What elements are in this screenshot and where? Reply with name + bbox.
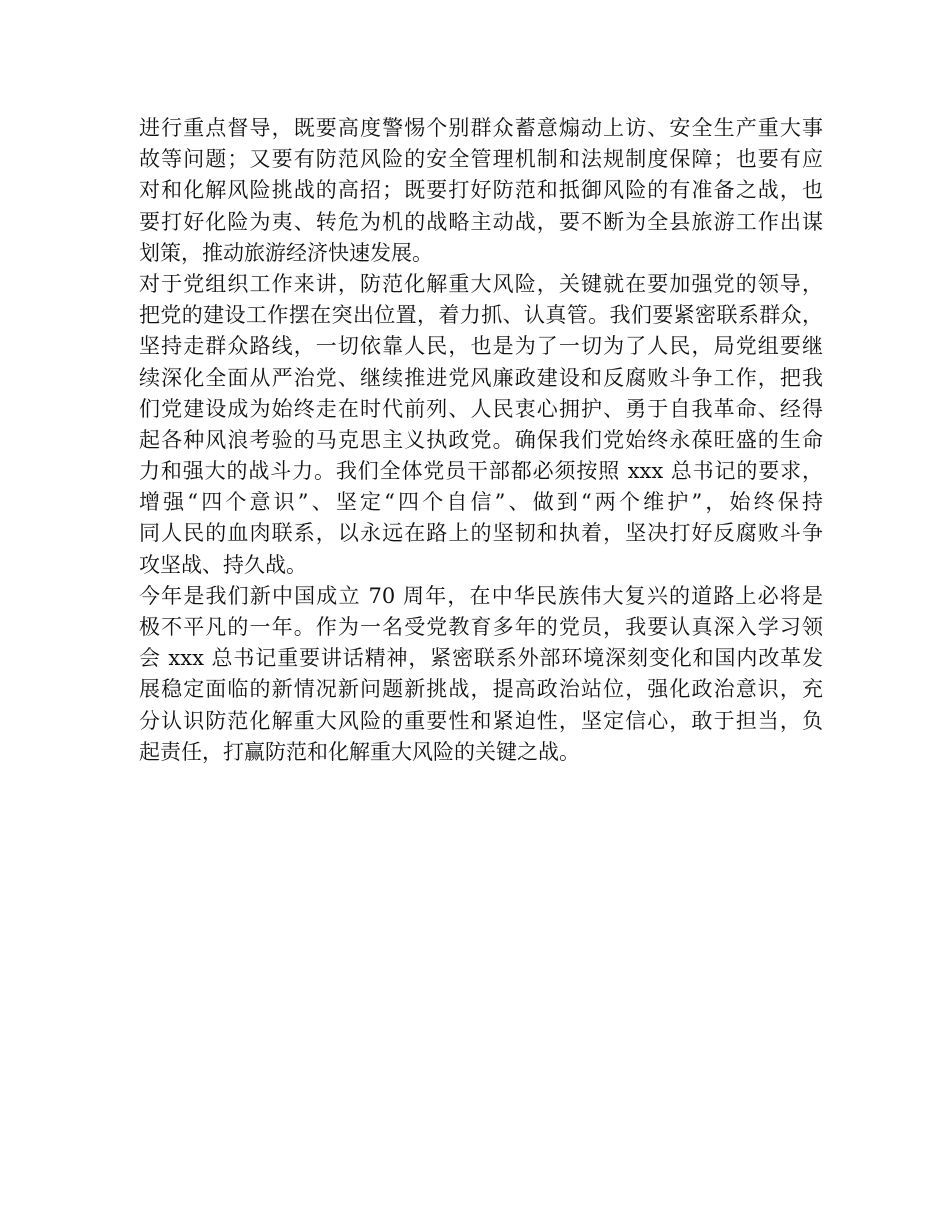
paragraph-1	[139, 113, 823, 269]
text-line: 起责任，打赢防范和化解重大风险的关键之战。	[139, 739, 580, 764]
text-line: 极不平凡的一年。作为一名受党教育多年的党员，我要认真深入学习领	[139, 615, 823, 639]
text-line: 今年是我们新中国成立 70 周年，在中华民族伟大复兴的道路上必将是	[139, 583, 823, 608]
text-line: 进行重点督导，既要高度警惕个别群众蓄意煽动上访、安全生产重大事	[139, 116, 823, 140]
text-line: 起各种风浪考验的马克思主义执政党。确保我们党始终永葆旺盛的生命	[139, 427, 823, 452]
text-line: 坚持走群众路线，一切依靠人民，也是为了一切为了人民，局党组要继	[139, 334, 823, 359]
text-line: 要打好化险为夷、转危为机的战略主动战，要不断为全县旅游工作出谋	[139, 209, 823, 234]
text-line: 攻坚战、持久战。	[139, 552, 307, 577]
paragraph-2	[139, 269, 823, 581]
text-line: 对于党组织工作来讲，防范化解重大风险，关键就在要加强党的领导，	[139, 271, 823, 296]
text-line: 会 xxx 总书记重要讲话精神，紧密联系外部环境深刻变化和国内改革发	[139, 646, 823, 671]
text-line: 分认识防范化解重大风险的重要性和紧迫性，坚定信心，敢于担当，负	[139, 708, 823, 733]
text-line: 故等问题；又要有防范风险的安全管理机制和法规制度保障；也要有应	[139, 147, 823, 172]
paragraph-3	[139, 581, 823, 768]
text-line: 续深化全面从严治党、继续推进党风廉政建设和反腐败斗争工作，把我	[139, 365, 823, 390]
text-line: 增强“四个意识”、坚定“四个自信”、做到“两个维护”，始终保持	[139, 490, 823, 515]
document-body	[139, 113, 823, 768]
text-line: 力和强大的战斗力。我们全体党员干部都必须按照 xxx 总书记的要求，	[139, 459, 823, 484]
text-line: 们党建设成为始终走在时代前列、人民衷心拥护、勇于自我革命、经得	[139, 396, 823, 421]
text-line: 同人民的血肉联系，以永远在路上的坚韧和执着，坚决打好反腐败斗争	[139, 521, 823, 546]
text-line: 划策，推动旅游经济快速发展。	[139, 240, 433, 265]
text-line: 对和化解风险挑战的高招；既要打好防范和抵御风险的有准备之战，也	[139, 178, 823, 203]
text-line: 展稳定面临的新情况新问题新挑战，提高政治站位，强化政治意识，充	[139, 677, 823, 702]
text-line: 把党的建设工作摆在突出位置，着力抓、认真管。我们要紧密联系群众，	[139, 303, 823, 328]
